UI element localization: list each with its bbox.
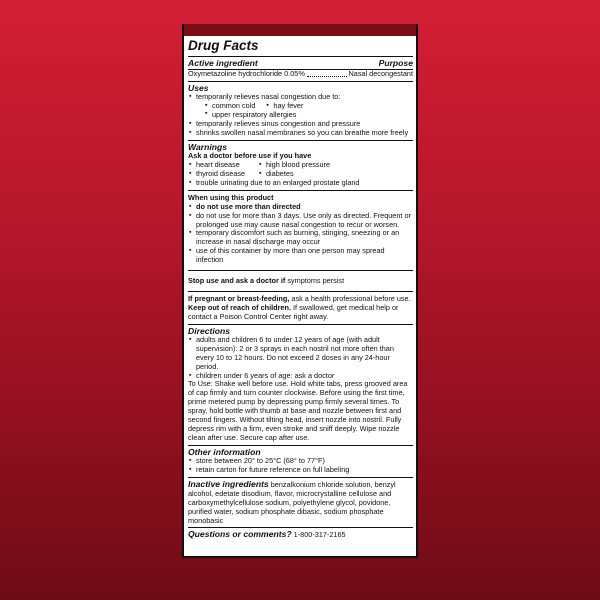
pregnancy-label: If pregnant or breast-feeding, [188,293,290,303]
dot-leader [307,70,347,77]
top-strip [182,24,418,36]
to-use-text: To Use: Shake well before use. Hold white tabs, press grooved area of cap firmly and turn counter clockwise. Before using the first time, prime metered pump by depressing pump firmly several times. To spray, hold bottle with thumb at base and nozzle between first and second fingers. Without tilting head, insert nozzle into nostril. Fully depress rim with a firm, even stroke and sniff deeply. Wipe nozzle clean after use. Secure cap after use. [188,379,408,442]
when-using-item: ▪ do not use for more than 3 days. Use only as directed. Frequent or prolonged use may cause nasal congestion to recur or worsen. [188,212,413,230]
directions-section [188,325,413,446]
other-info-item: ▪ store between 20° to 25°C (68° to 77°F) [188,457,413,466]
inactive-ingredients-heading: Inactive ingredients [188,478,269,489]
uses-item: ▪ temporarily relieves nasal congestion due to: [188,93,413,102]
condition-item: ▪ thyroid disease [188,170,258,179]
warnings-section [188,141,413,325]
stop-use-text: symptoms persist [285,275,345,285]
purpose-value: Nasal decongestant [348,68,413,78]
warnings-heading: Warnings [188,141,227,152]
questions-heading: Questions or comments? [188,529,292,540]
stop-use-line [188,274,413,292]
directions-heading: Directions [188,325,231,336]
when-using-item: ▪ do not use more than directed [188,203,413,212]
uses-section [188,82,413,141]
ask-doctor-heading: Ask a doctor before use if you have [188,151,312,161]
uses-subitem: ▪ upper respiratory allergies [204,110,296,119]
questions-phone: 1-800-317-2165 [291,530,346,540]
uses-heading: Uses [188,82,209,93]
active-ingredient-name: Oxymetazoline hydrochloride 0.05% [188,68,305,78]
inactive-ingredients-section [188,478,413,528]
drug-facts-panel [182,24,418,558]
other-info-section [188,446,413,478]
directions-item: ▪ children under 6 years of age: ask a doctor [188,372,413,381]
questions-section [188,528,413,541]
active-ingredient-section [188,57,413,81]
purpose-heading: Purpose [378,58,413,69]
condition-item: ▪ high blood pressure [258,161,413,170]
inactive-ingredients-text: benzalkonium chloride solution, benzyl alcohol, edetate disodium, flavor, microcrystalline cellulose and carboxymethylcellulose sodium, polyethylene glycol, povidone, purified water, sodium phosphate dibasic, sodium phosphate monobasic [188,479,396,525]
other-info-item: ▪ retain carton for future reference on full labeling [188,466,413,475]
keep-away-text: If swallowed, get medical help or contact a Poison Control Center right away. [188,302,399,321]
uses-subitem: ▪ common cold [204,102,255,111]
keep-away-line [188,304,413,322]
active-ingredient-heading: Active ingredient [188,58,258,69]
other-info-heading: Other information [188,446,261,457]
pregnancy-text: ask a health professional before use. [289,293,411,303]
when-using-heading: When using this product [188,192,274,202]
drug-facts-title: Drug Facts [188,37,413,57]
uses-item: ▪ temporarily relieves sinus congestion and pressure [188,120,413,129]
condition-item: ▪ heart disease [188,161,258,170]
keep-away-label: Keep out of reach of children. [188,302,291,312]
stop-use-label: Stop use and ask a doctor if [188,275,286,285]
directions-item: ▪ adults and children 6 to under 12 years of age (with adult supervision): 2 or 3 sprays in each nostril not more often than every 10 to 12 hours. Do not exceed 2 doses in any 24-hour period. [188,336,413,372]
uses-subitem: ▪ hay fever [265,102,303,111]
uses-item: ▪ shrinks swollen nasal membranes so you can breathe more freely [188,129,413,138]
when-using-item: ▪ use of this container by more than one person may spread infection [188,247,413,271]
condition-item: ▪ trouble urinating due to an enlarged prostate gland [188,179,413,191]
condition-item: ▪ diabetes [258,170,413,179]
when-using-item: ▪ temporary discomfort such as burning, stinging, sneezing or an increase in nasal discharge may occur [188,229,413,247]
